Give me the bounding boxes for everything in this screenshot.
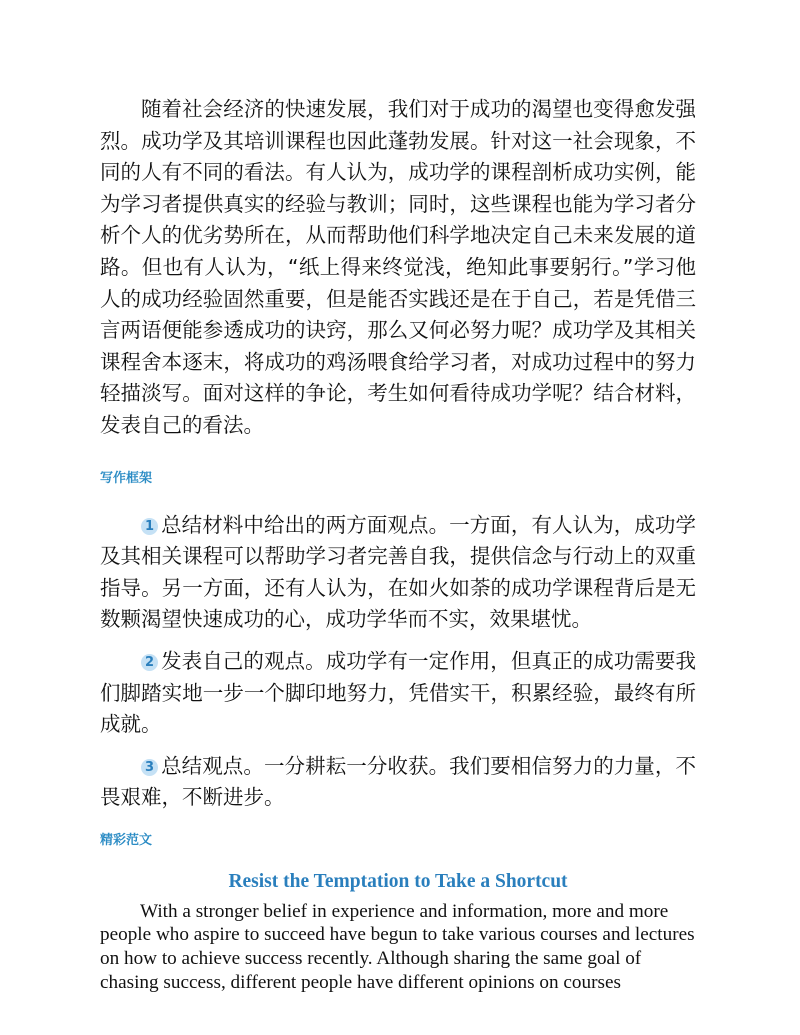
number-badge-1: 1 xyxy=(141,518,158,535)
framework-list xyxy=(100,510,696,814)
framework-point-1 xyxy=(100,510,696,636)
document-page xyxy=(100,94,696,994)
framework-point-3-text: 总结观点。一分耕耘一分收获。我们要相信努力的力量，不畏艰难，不断进步。 xyxy=(100,753,696,810)
framework-point-3 xyxy=(100,751,696,814)
prompt-paragraph: 随着社会经济的快速发展，我们对于成功的渴望也变得愈发强烈。成功学及其培训课程也因此蓬勃发展。针对这一社会现象，不同的人有不同的看法。有人认为，成功学的课程剖析成功实例，能为学习者提供真实的经验与教训；同时，这些课程也能为学习者分析个人的优劣势所在，从而帮助他们科学地决定自己未来发展的道路。但也有人认为，“纸上得来终觉浅，绝知此事要躬行。”学习他人的成功经验固然重要，但是能否实践还是在于自己，若是凭借三言两语便能参透成功的诀窍，那么又何必努力呢？成功学及其相关课程舍本逐末，将成功的鸡汤喂食给学习者，对成功过程中的努力轻描淡写。面对这样的争论，考生如何看待成功学呢？结合材料，发表自己的看法。 xyxy=(100,97,696,437)
essay-body: With a stronger belief in experience and information, more and more people who aspire to succeed have begun to take various courses and lectures on how to achieve success recently. Although sharing the same goal of chasing success, different people have different opinions on courses xyxy=(100,900,695,993)
framework-point-2-text: 发表自己的观点。成功学有一定作用，但真正的成功需要我们脚踏实地一步一个脚印地努力，凭借实干，积累经验，最终有所成就。 xyxy=(100,648,696,737)
essay-title: Resist the Temptation to Take a Shortcut xyxy=(228,870,568,892)
number-badge-3: 3 xyxy=(141,759,158,776)
number-badge-2: 2 xyxy=(141,654,158,671)
framework-point-2 xyxy=(100,646,696,741)
sample-essay-heading: 精彩范文 xyxy=(100,832,153,848)
framework-heading: 写作框架 xyxy=(100,470,153,486)
framework-point-1-text: 总结材料中给出的两方面观点。一方面，有人认为，成功学及其相关课程可以帮助学习者完善自我，提供信念与行动上的双重指导。另一方面，还有人认为，在如火如荼的成功学课程背后是无数颗渴望快速成功的心，成功学华而不实，效果堪忧。 xyxy=(100,512,696,632)
